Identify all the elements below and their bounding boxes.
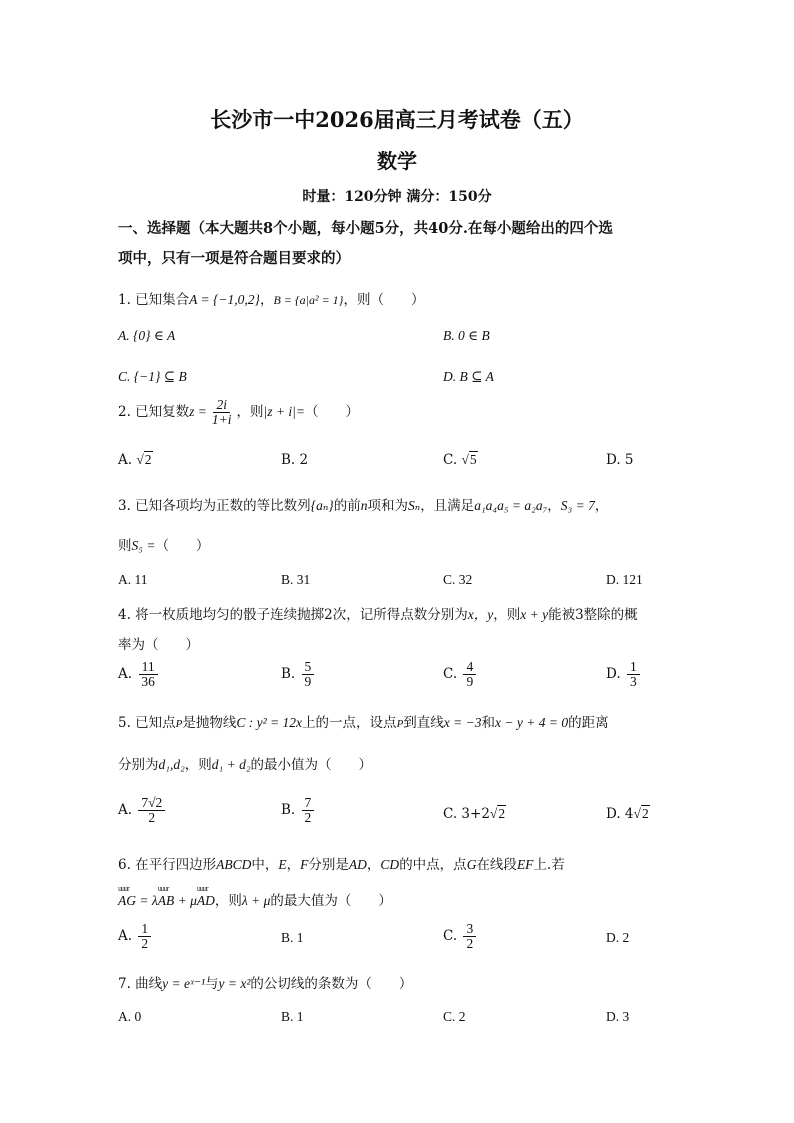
q4-option-a [118, 660, 160, 689]
q2-frac-num: 2i [213, 398, 230, 413]
q6-vector-ag: uuur AG [118, 893, 136, 909]
q5-opt-d-sqrt: √2 [633, 806, 649, 821]
q4-option-d [606, 660, 642, 689]
q7-option-b: B. 1 [281, 1009, 304, 1024]
q5-text-9: 的最小值为（ ） [250, 757, 373, 773]
question-5-line1 [118, 711, 609, 731]
q4-opt-d-frac [627, 660, 640, 689]
q4-text-2: ，则 [493, 607, 521, 623]
q1-option-a: A. {0} ∈ A [118, 328, 176, 343]
q2-stem-post: （ ） [304, 404, 359, 421]
q6-text-3: 分别是 [308, 857, 349, 873]
q1-sep: ， [259, 292, 274, 308]
q4-opt-c-den: 9 [466, 674, 474, 690]
question-5-line2 [118, 753, 372, 773]
q2-opt-c-radicand: 5 [469, 452, 477, 467]
q6-option-d: D. 2 [606, 930, 630, 945]
q2-opt-a-radicand: 2 [144, 452, 152, 467]
q1-option-c: C. {−1} ⊆ B [118, 369, 187, 384]
q3-s3: S₃ = 7 [560, 498, 595, 513]
q5-option-b [281, 796, 316, 825]
q5-text-6: 的距离 [568, 715, 609, 731]
q6-text-1: 6. 在平行四边形 [118, 857, 217, 873]
q6-text-6: 在线段 [476, 857, 517, 873]
q6-comma: ， [286, 857, 301, 873]
q2-fraction [209, 398, 235, 427]
q6-opt-a-label: A. [118, 928, 133, 945]
q6-opt-c-frac [463, 922, 476, 951]
q2-z-lhs: z = [189, 404, 207, 420]
q3-text-4: ，且满足 [420, 498, 475, 514]
q6-abcd: ABCD [216, 857, 252, 872]
q3-text-1: 3. 已知各项均为正数的等比数列 [118, 498, 311, 514]
q3-option-d: D. 121 [606, 572, 643, 587]
q6-option-c [443, 922, 478, 951]
q6-g: G [466, 857, 477, 872]
section-heading-line2: 项中，只有一项是符合题目要求的） [118, 250, 350, 267]
q4-option-c [443, 660, 478, 689]
question-6-line2 [118, 889, 392, 909]
q5-parabola: C : y² = 12x [236, 715, 303, 730]
q4-opt-a-label: A. [118, 666, 133, 683]
q5-opt-b-num: 7 [302, 796, 315, 811]
q2-stem-pre: 2. 已知复数 [118, 404, 190, 421]
q4-opt-a-den: 36 [141, 674, 155, 690]
q4-sum: x + y [520, 607, 549, 622]
q6-text-5: 的中点，点 [399, 857, 467, 873]
q5-opt-c-radicand: 2 [498, 806, 506, 821]
q1-stem-pre: 1. 已知集合 [118, 292, 190, 308]
question-6-line1 [118, 853, 565, 873]
q5-d12: d₁,d₂ [158, 757, 185, 772]
q2-opt-c-sqrt: √5 [461, 452, 477, 467]
q6-ad: AD [348, 857, 367, 872]
q5-option-d [606, 806, 650, 822]
q2-option-d: D. 5 [606, 452, 634, 468]
q3-option-b: B. 31 [281, 572, 311, 587]
q5-text-4: 到直线 [403, 715, 444, 731]
question-3-line2 [118, 534, 209, 554]
q6-lambda-mu: λ + μ [241, 893, 271, 908]
q4-opt-d-label: D. [606, 666, 621, 683]
exam-meta: 时量：120分钟 满分：150分 [302, 189, 492, 205]
q5-opt-a-num: 7√2 [138, 796, 165, 811]
q6-e: E [278, 857, 287, 872]
q5-option-c [443, 806, 506, 822]
q7-curve-2: y = x² [218, 976, 251, 991]
q1-set-b: B = {a|a² = 1} [273, 293, 344, 307]
q2-opt-a-label: A. [118, 452, 133, 468]
q6-option-a [118, 922, 153, 951]
q6-vector-ad: uuur AD [197, 893, 215, 909]
question-4-line1 [118, 603, 638, 623]
q4-xy: x，y [467, 607, 494, 622]
q6-ef: EF [516, 857, 534, 872]
q4-text-1: 4. 将一枚质地均匀的骰子连续抛掷2次，记所得点数分别为 [118, 607, 468, 623]
q3-s5: S₅ = [131, 538, 156, 553]
question-1-stem [118, 288, 424, 308]
q3-condition: a₁a₄a₅ = a₂a₇ [474, 498, 548, 513]
q4-opt-c-num: 4 [463, 660, 476, 675]
q5-text-1: 5. 已知点 [118, 715, 176, 731]
q4-opt-a-num: 11 [139, 660, 158, 675]
q6-opt-c-den: 2 [466, 936, 474, 952]
subject-title: 数学 [377, 149, 417, 173]
q1-option-b: B. 0 ∈ B [443, 328, 490, 343]
q6-text-9: 的最大值为（ ） [270, 893, 392, 909]
q4-opt-b-label: B. [281, 666, 296, 683]
q2-frac-den: 1+i [211, 412, 232, 428]
q4-opt-b-frac [302, 660, 315, 689]
q6-opt-a-num: 1 [138, 922, 151, 937]
q4-opt-c-label: C. [443, 666, 458, 683]
q4-opt-d-den: 3 [629, 674, 637, 690]
q5-option-a [118, 796, 167, 825]
q2-stem-mid: ，则 [236, 404, 264, 421]
q6-text-4: ， [366, 857, 381, 873]
q4-option-b [281, 660, 316, 689]
q5-text-7: 分别为 [118, 757, 159, 773]
q7-curve-1: y = eˣ⁻¹ [162, 976, 205, 991]
q7-option-a: A. 0 [118, 1009, 142, 1024]
q2-opt-a-sqrt: √2 [136, 452, 152, 467]
q6-opt-a-frac [138, 922, 151, 951]
q6-text-7: 上.若 [533, 857, 565, 873]
q4-opt-b-den: 9 [304, 674, 312, 690]
q6-option-b: B. 1 [281, 930, 304, 945]
q3-text-3: 项和为 [367, 498, 408, 514]
q5-opt-a-den: 2 [148, 810, 156, 826]
q5-opt-a-label: A. [118, 802, 133, 819]
q2-option-c [443, 452, 478, 468]
q6-opt-a-den: 2 [141, 936, 149, 952]
q1-stem-post: ，则（ ） [343, 292, 425, 308]
question-4-line2: 率为（ ） [118, 637, 199, 653]
q3-option-a: A. 11 [118, 572, 148, 587]
q6-cd: CD [380, 857, 400, 872]
q5-opt-d-radicand: 2 [641, 806, 649, 821]
q7-option-d: D. 3 [606, 1009, 630, 1024]
q4-opt-b-num: 5 [302, 660, 315, 675]
question-3-line1 [118, 494, 608, 514]
q6-vector-ab: uuur AB [158, 893, 175, 909]
q1-option-d: D. B ⊆ A [443, 369, 494, 384]
q5-dsum: d₁ + d₂ [211, 757, 251, 772]
q5-opt-b-label: B. [281, 802, 296, 819]
q2-option-b: B. 2 [281, 452, 309, 468]
q3-n: n [360, 498, 368, 513]
q5-line-b: x − y + 4 = 0 [495, 715, 569, 730]
q5-p1: P [175, 718, 183, 730]
q5-opt-d-label: D. 4 [606, 806, 634, 822]
q4-opt-d-num: 1 [627, 660, 640, 675]
q2-abs: |z + i|= [263, 404, 305, 420]
q5-text-3: 上的一点，设点 [302, 715, 397, 731]
q5-text-8: ，则 [184, 757, 212, 773]
q4-opt-a-frac [138, 660, 158, 689]
q5-text-2: 是抛物线 [182, 715, 237, 731]
q3-text-5: ， [594, 498, 609, 514]
q5-opt-b-den: 2 [304, 810, 312, 826]
q7-text-2: 与 [205, 976, 219, 992]
q4-text-3: 能被3整除的概 [548, 607, 638, 623]
q3-text-2: 的前 [333, 498, 361, 514]
question-7-stem [118, 972, 412, 992]
question-2-stem [118, 398, 359, 427]
q3-text-6: 则 [118, 538, 132, 554]
q6-plus: + μ [174, 893, 197, 908]
q5-opt-a-frac [138, 796, 165, 825]
q6-text-2: 中， [251, 857, 279, 873]
q5-p2: P [396, 718, 404, 730]
q3-option-c: C. 32 [443, 572, 473, 587]
q3-sn: Sₙ [407, 498, 421, 513]
q6-opt-c-num: 3 [463, 922, 476, 937]
section-heading-line1: 一、选择题（本大题共8个小题，每小题5分，共40分.在每小题给出的四个选 [118, 220, 613, 237]
q6-eq: = λ [136, 893, 158, 908]
q3-text-7: （ ） [155, 538, 210, 554]
q4-opt-c-frac [463, 660, 476, 689]
q2-option-a [118, 452, 153, 468]
q5-opt-c-sqrt: √2 [489, 806, 506, 821]
q6-text-8: ，则 [214, 893, 242, 909]
q6-opt-c-label: C. [443, 928, 458, 945]
q7-text-1: 7. 曲线 [118, 976, 163, 992]
q5-text-5: 和 [481, 715, 496, 731]
q3-seq: {aₙ} [310, 498, 334, 513]
q5-line-a: x = −3 [443, 715, 482, 730]
q2-opt-c-label: C. [443, 452, 458, 468]
q5-opt-c-label: C. 3+2 [443, 806, 490, 822]
exam-title: 长沙市一中2026届高三月考试卷（五） [210, 107, 584, 132]
q6-f: F [300, 857, 309, 872]
q1-set-a: A = {−1,0,2} [189, 292, 260, 307]
q3-sep: ， [547, 498, 561, 514]
q7-option-c: C. 2 [443, 1009, 466, 1024]
q7-text-3: 的公切线的条数为（ ） [250, 976, 413, 992]
q5-opt-b-frac [302, 796, 315, 825]
